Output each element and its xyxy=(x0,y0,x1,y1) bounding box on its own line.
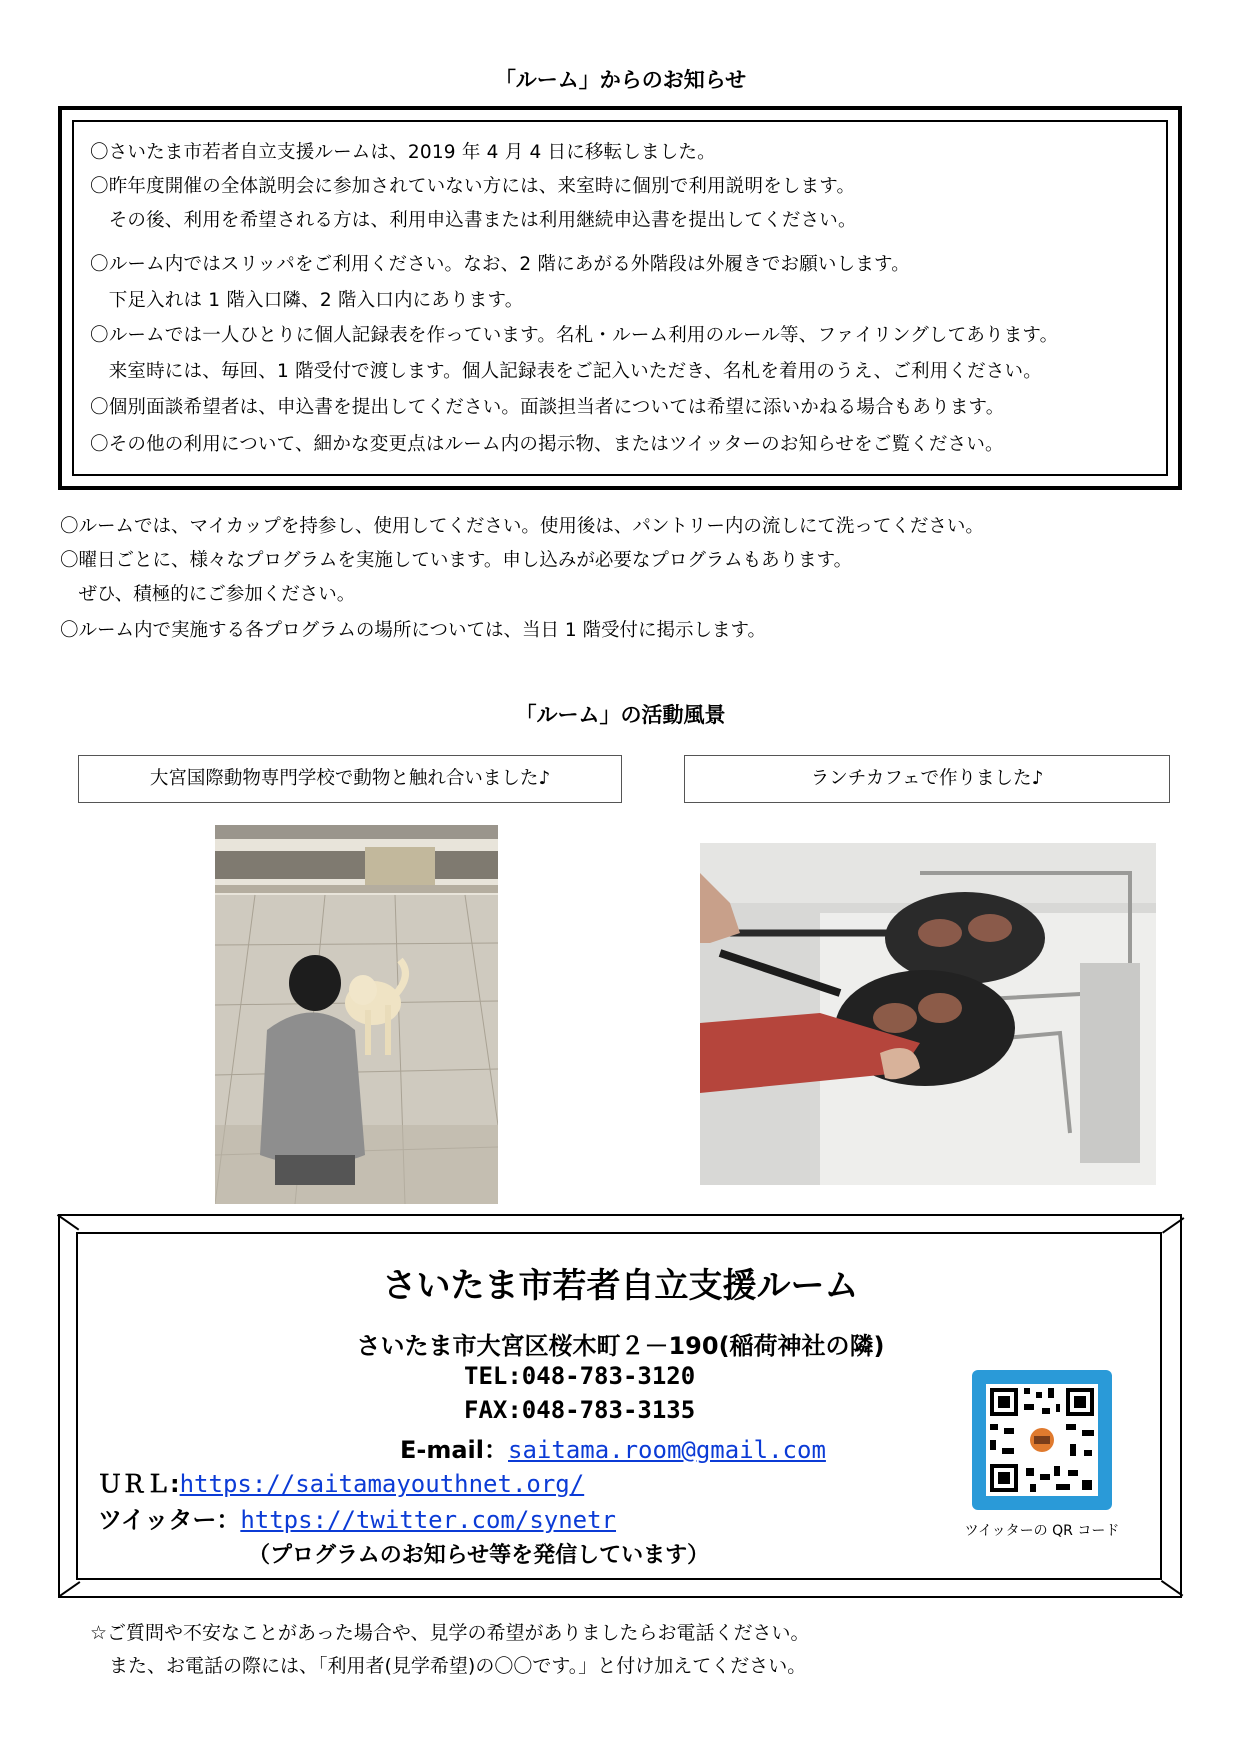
notice-line: その後、利用を希望される方は、利用申込書または利用継続申込書を提出してください。 xyxy=(90,210,857,231)
notice-line: 来室時には、毎回、1 階受付で渡します。個人記録表をご記入いただき、名札を着用のうえ、ご利用ください。 xyxy=(90,361,1042,382)
notice-title: 「ルーム」からのお知らせ xyxy=(494,68,747,92)
tel: TEL:048-783-3120 xyxy=(464,1362,696,1390)
notice-line: 〇その他の利用について、細かな変更点はルーム内の掲示物、またはツイッターのお知らせをご覧ください。 xyxy=(90,434,1004,455)
notice-line: 〇ルームでは一人ひとりに個人記録表を作っています。名札・ルーム利用のルール等、ファイリングしてあります。 xyxy=(90,325,1059,346)
twitter-link[interactable]: https://twitter.com/synetr xyxy=(240,1506,617,1534)
url-label: ＵＲＬ: xyxy=(98,1470,180,1498)
address: さいたま市大宮区桜木町２－190(稲荷神社の隣) xyxy=(356,1332,885,1360)
extra-line: 〇ルーム内で実施する各プログラムの場所については、当日 1 階受付に掲示します。 xyxy=(60,620,766,641)
notice-line: 〇ルーム内ではスリッパをご利用ください。なお、2 階にあがる外階段は外履きでお願いします。 xyxy=(90,254,910,275)
extra-line: 〇曜日ごとに、様々なプログラムを実施しています。申し込みが必要なプログラムもあります。 xyxy=(60,550,853,571)
program-note: （プログラムのお知らせ等を発信しています） xyxy=(248,1543,710,1568)
twitter-row xyxy=(98,1500,616,1535)
notice-line: 下足入れは 1 階入口隣、2 階入口内にあります。 xyxy=(90,290,524,311)
fax: FAX:048-783-3135 xyxy=(464,1396,696,1424)
email-link[interactable]: saitama.room@gmail.com xyxy=(508,1436,826,1464)
org-name: さいたま市若者自立支援ルーム xyxy=(382,1266,859,1306)
email-row xyxy=(400,1430,826,1465)
qr-caption: ツイッターの QR コード xyxy=(964,1523,1120,1539)
notice-line: 〇昨年度開催の全体説明会に参加されていない方には、来室時に個別で利用説明をします。 xyxy=(90,176,856,197)
cooking-photo xyxy=(700,843,1156,1185)
caption-left: 大宮国際動物専門学校で動物と触れ合いました♪ xyxy=(78,755,622,803)
notice-line: 〇個別面談希望者は、申込書を提出してください。面談担当者については希望に添いかねる場合もあります。 xyxy=(90,397,1005,418)
activity-title: 「ルーム」の活動風景 xyxy=(515,703,726,727)
footer-line-1: ☆ご質問や不安なことがあった場合や、見学の希望がありましたらお電話ください。 xyxy=(90,1622,810,1644)
extra-line: 〇ルームでは、マイカップを持参し、使用してください。使用後は、パントリー内の流しにて洗ってください。 xyxy=(60,516,984,537)
extra-line: ぜひ、積極的にご参加ください。 xyxy=(60,584,356,605)
footer-line-2: また、お電話の際には、「利用者(見学希望)の〇〇です。」と付け加えてください。 xyxy=(90,1655,807,1677)
dog-photo xyxy=(215,825,498,1204)
caption-right: ランチカフェで作りました♪ xyxy=(684,755,1170,803)
twitter-label: ツイッター： xyxy=(98,1506,241,1534)
url-link[interactable]: https://saitamayouthnet.org/ xyxy=(179,1470,585,1498)
qr-code[interactable] xyxy=(972,1370,1112,1510)
url-row xyxy=(98,1464,584,1499)
notice-line: 〇さいたま市若者自立支援ルームは、2019 年 4 月 4 日に移転しました。 xyxy=(90,142,716,163)
email-label: E-mail： xyxy=(400,1436,509,1464)
